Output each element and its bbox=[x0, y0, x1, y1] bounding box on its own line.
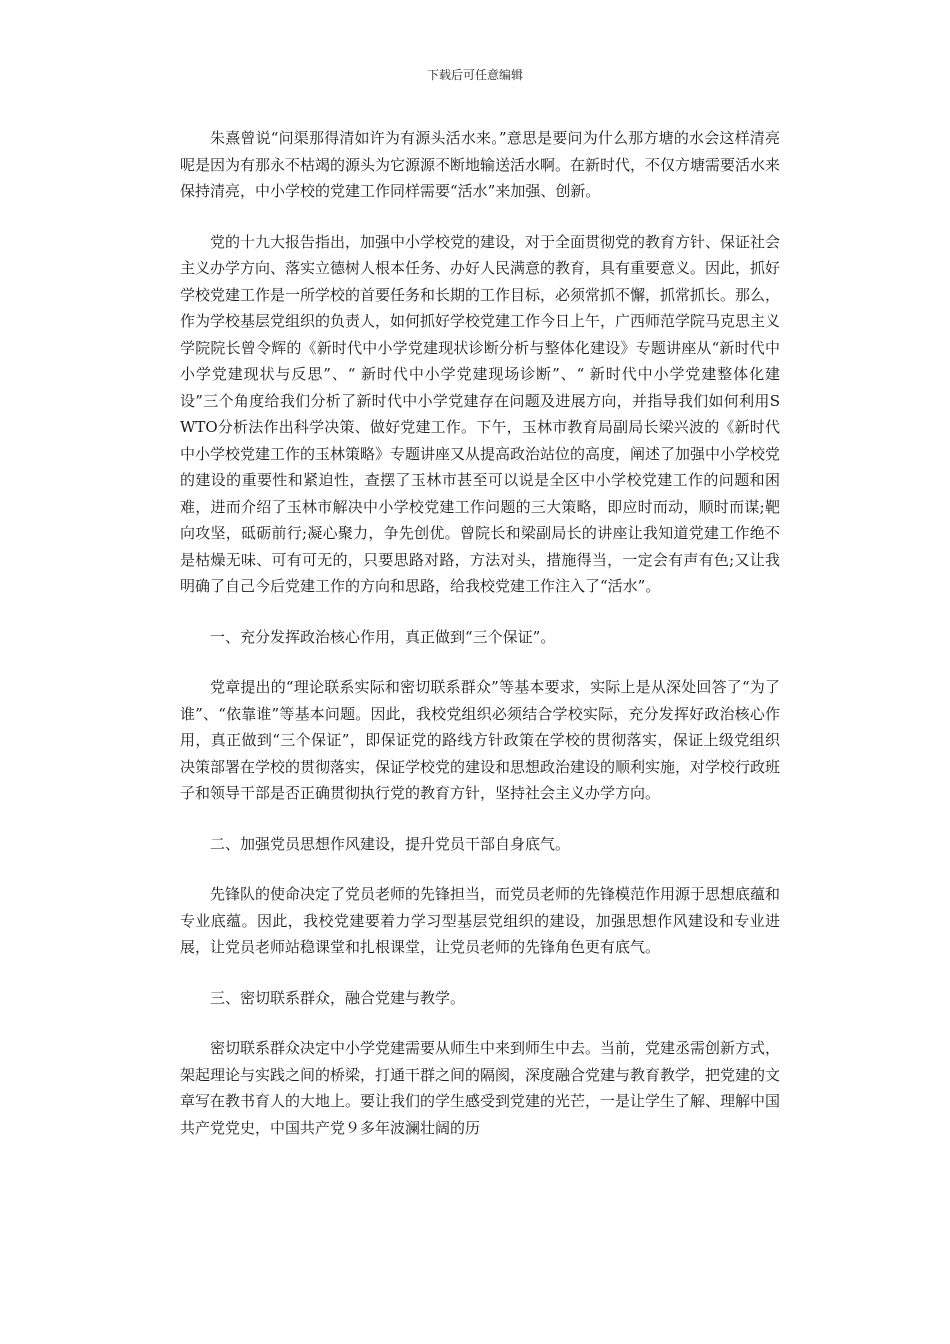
section-heading-3: 三、密切联系群众，融合党建与教学。 bbox=[210, 988, 466, 1007]
paragraph-section-1: 党章提出的“理论联系实际和密切联系群众”等基本要求，实际上是从深处回答了“为了谁”、“依靠谁”等基本问题。因此，我校党组织必须结合学校实际，充分发挥好政治核心作用，真正做到“三个保证”，即保证党的路线方针政策在学校的贯彻落实，保证上级党组织决策部署在学校的贯彻落实，保证学校党的建设和思想政治建设的顺利实施，对学校行政班子和领导干部是否正确贯彻执行党的教育方针，坚持社会主义办学方向。 bbox=[180, 678, 781, 802]
paragraph-section-2: 先锋队的使命决定了党员老师的先锋担当，而党员老师的先锋模范作用源于思想底蕴和专业底蕴。因此，我校党建要着力学习型基层党组织的建设，加强思想作风建设和专业进展，让党员老师站稳课堂和扎根课堂，让党员老师的先锋角色更有底气。 bbox=[180, 885, 781, 956]
paragraph-report: 党的十九大报告指出，加强中小学校党的建设，对于全面贯彻党的教育方针、保证社会主义办学方向、落实立德树人根本任务、办好人民满意的教育，具有重要意义。因此，抓好学校党建工作是一所学校的首要任务和长期的工作目标，必须常抓不懈，抓常抓长。那么，作为学校基层党组织的负责人，如何抓好学校党建工作今日上午，广西师范学院马克思主义学院院长曾令辉的《新时代中小学党建现状诊断分析与整体化建设》专题讲座从“新时代中小学党建现状与反思”、“ 新时代中小学党建现场诊断”、“ 新时代中小学党建整体化建设”三个角度给我们分析了新时代中小学党建存在问题及进展方向，并指导我们如何利用SWTO分析法作出科学决策、做好党建工作。下午，玉林市教育局副局长梁兴波的《新时代中小学校党建工作的玉林策略》专题讲座又从提高政治站位的高度，阐述了加强中小学校党的建设的重要性和紧迫性，查摆了玉林市甚至可以说是全区中小学校党建工作的问题和困难，进而介绍了玉林市解决中小学校党建工作问题的三大策略，即应时而动，顺时而谋;靶向攻坚，砥砺前行;凝心聚力，争先创优。曾院长和梁副局长的讲座让我知道党建工作绝不是枯燥无味、可有可无的，只要思路对路，方法对头，措施得当，一定会有声有色;又让我明确了自己今后党建工作的方向和思路，给我校党建工作注入了“活水”。 bbox=[180, 232, 781, 595]
section-heading-2: 二、加强党员思想作风建设，提升党员干部自身底气。 bbox=[210, 834, 571, 853]
paragraph-section-3: 密切联系群众决定中小学党建需要从师生中来到师生中去。当前，党建丞需创新方式，架起理论与实践之间的桥梁，打通干群之间的隔阂，深度融合党建与教育教学，把党建的文章写在教书育人的大地上。要让我们的学生感受到党建的光芒，一是让学生了解、理解中国共产党党史，中国共产党９多年波澜壮阔的历 bbox=[180, 1039, 781, 1137]
paragraph-intro: 朱熹曾说“问渠那得清如许为有源头活水来。”意思是要问为什么那方塘的水会这样清亮呢是因为有那永不枯竭的源头为它源源不断地输送活水啊。在新时代，不仅方塘需要活水来保持清亮，中小学校的党建工作同样需要“活水”来加强、创新。 bbox=[180, 129, 781, 200]
page-header: 下载后可任意编辑 bbox=[426, 68, 523, 82]
section-heading-1: 一、充分发挥政治核心作用，真正做到“三个保证”。 bbox=[210, 627, 556, 646]
document-body bbox=[180, 125, 780, 1165]
